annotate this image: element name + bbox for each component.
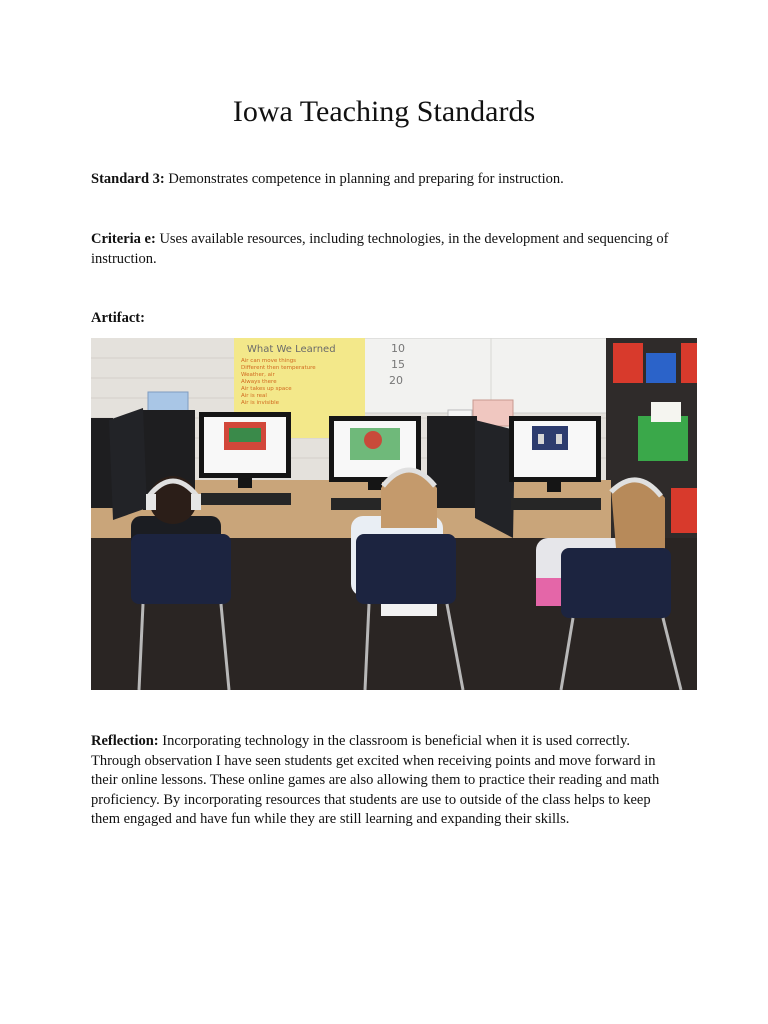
criteria-paragraph (91, 230, 683, 269)
bin-red-edge (681, 343, 697, 383)
keyboard-3 (511, 498, 601, 510)
svg-text:10: 10 (391, 342, 405, 355)
svg-text:Always there: Always there (241, 379, 277, 385)
svg-text:Air can move things: Air can move things (241, 358, 297, 364)
artifact-photo (91, 338, 697, 690)
page-title: Iowa Teaching Standards (232, 95, 536, 128)
svg-text:15: 15 (391, 358, 405, 371)
svg-text:Air takes up space: Air takes up space (241, 386, 292, 392)
whiteboard-numbers (389, 342, 405, 387)
standard-text: Demonstrates competence in planning and preparing for instruction. (168, 171, 564, 187)
reflection-text: Incorporating technology in the classroom is beneficial when it is used correctly. Through observation I have seen students get excited when receiving points and move forward in their online lessons. These online games are also allowing them to practice their reading and math proficiency. By incorporating resources that students are use to outside of the class helps to keep them engaged and have fun while they are still learning and expanding their skills. (91, 733, 660, 828)
svg-text:Air is invisible: Air is invisible (241, 400, 280, 406)
standard-label: Standard 3: (91, 171, 165, 187)
monitor-3 (509, 416, 601, 492)
bin-green (638, 416, 688, 461)
keyboard-1 (201, 493, 291, 505)
classroom-photo-illustration (91, 338, 697, 690)
svg-text:Weather, air: Weather, air (241, 372, 275, 378)
bin-red-low (671, 488, 697, 533)
poster-title: What We Learned (247, 344, 336, 355)
bin-blue (646, 353, 676, 383)
papers (651, 402, 681, 422)
bin-red-top (613, 343, 643, 383)
svg-text:Air is real: Air is real (241, 393, 267, 399)
monitor-1 (199, 412, 291, 488)
reflection-paragraph (91, 732, 683, 830)
divider-left (109, 408, 147, 520)
svg-text:Different then temperature: Different then temperature (241, 365, 316, 371)
criteria-text: Uses available resources, including technologies, in the development and sequencing of instruction. (91, 231, 669, 267)
artifact-heading (91, 309, 683, 329)
reflection-label: Reflection: (91, 733, 159, 749)
artifact-label: Artifact: (91, 310, 145, 326)
standard-paragraph (91, 170, 683, 190)
criteria-label: Criteria e: (91, 231, 156, 247)
svg-text:20: 20 (389, 374, 403, 387)
